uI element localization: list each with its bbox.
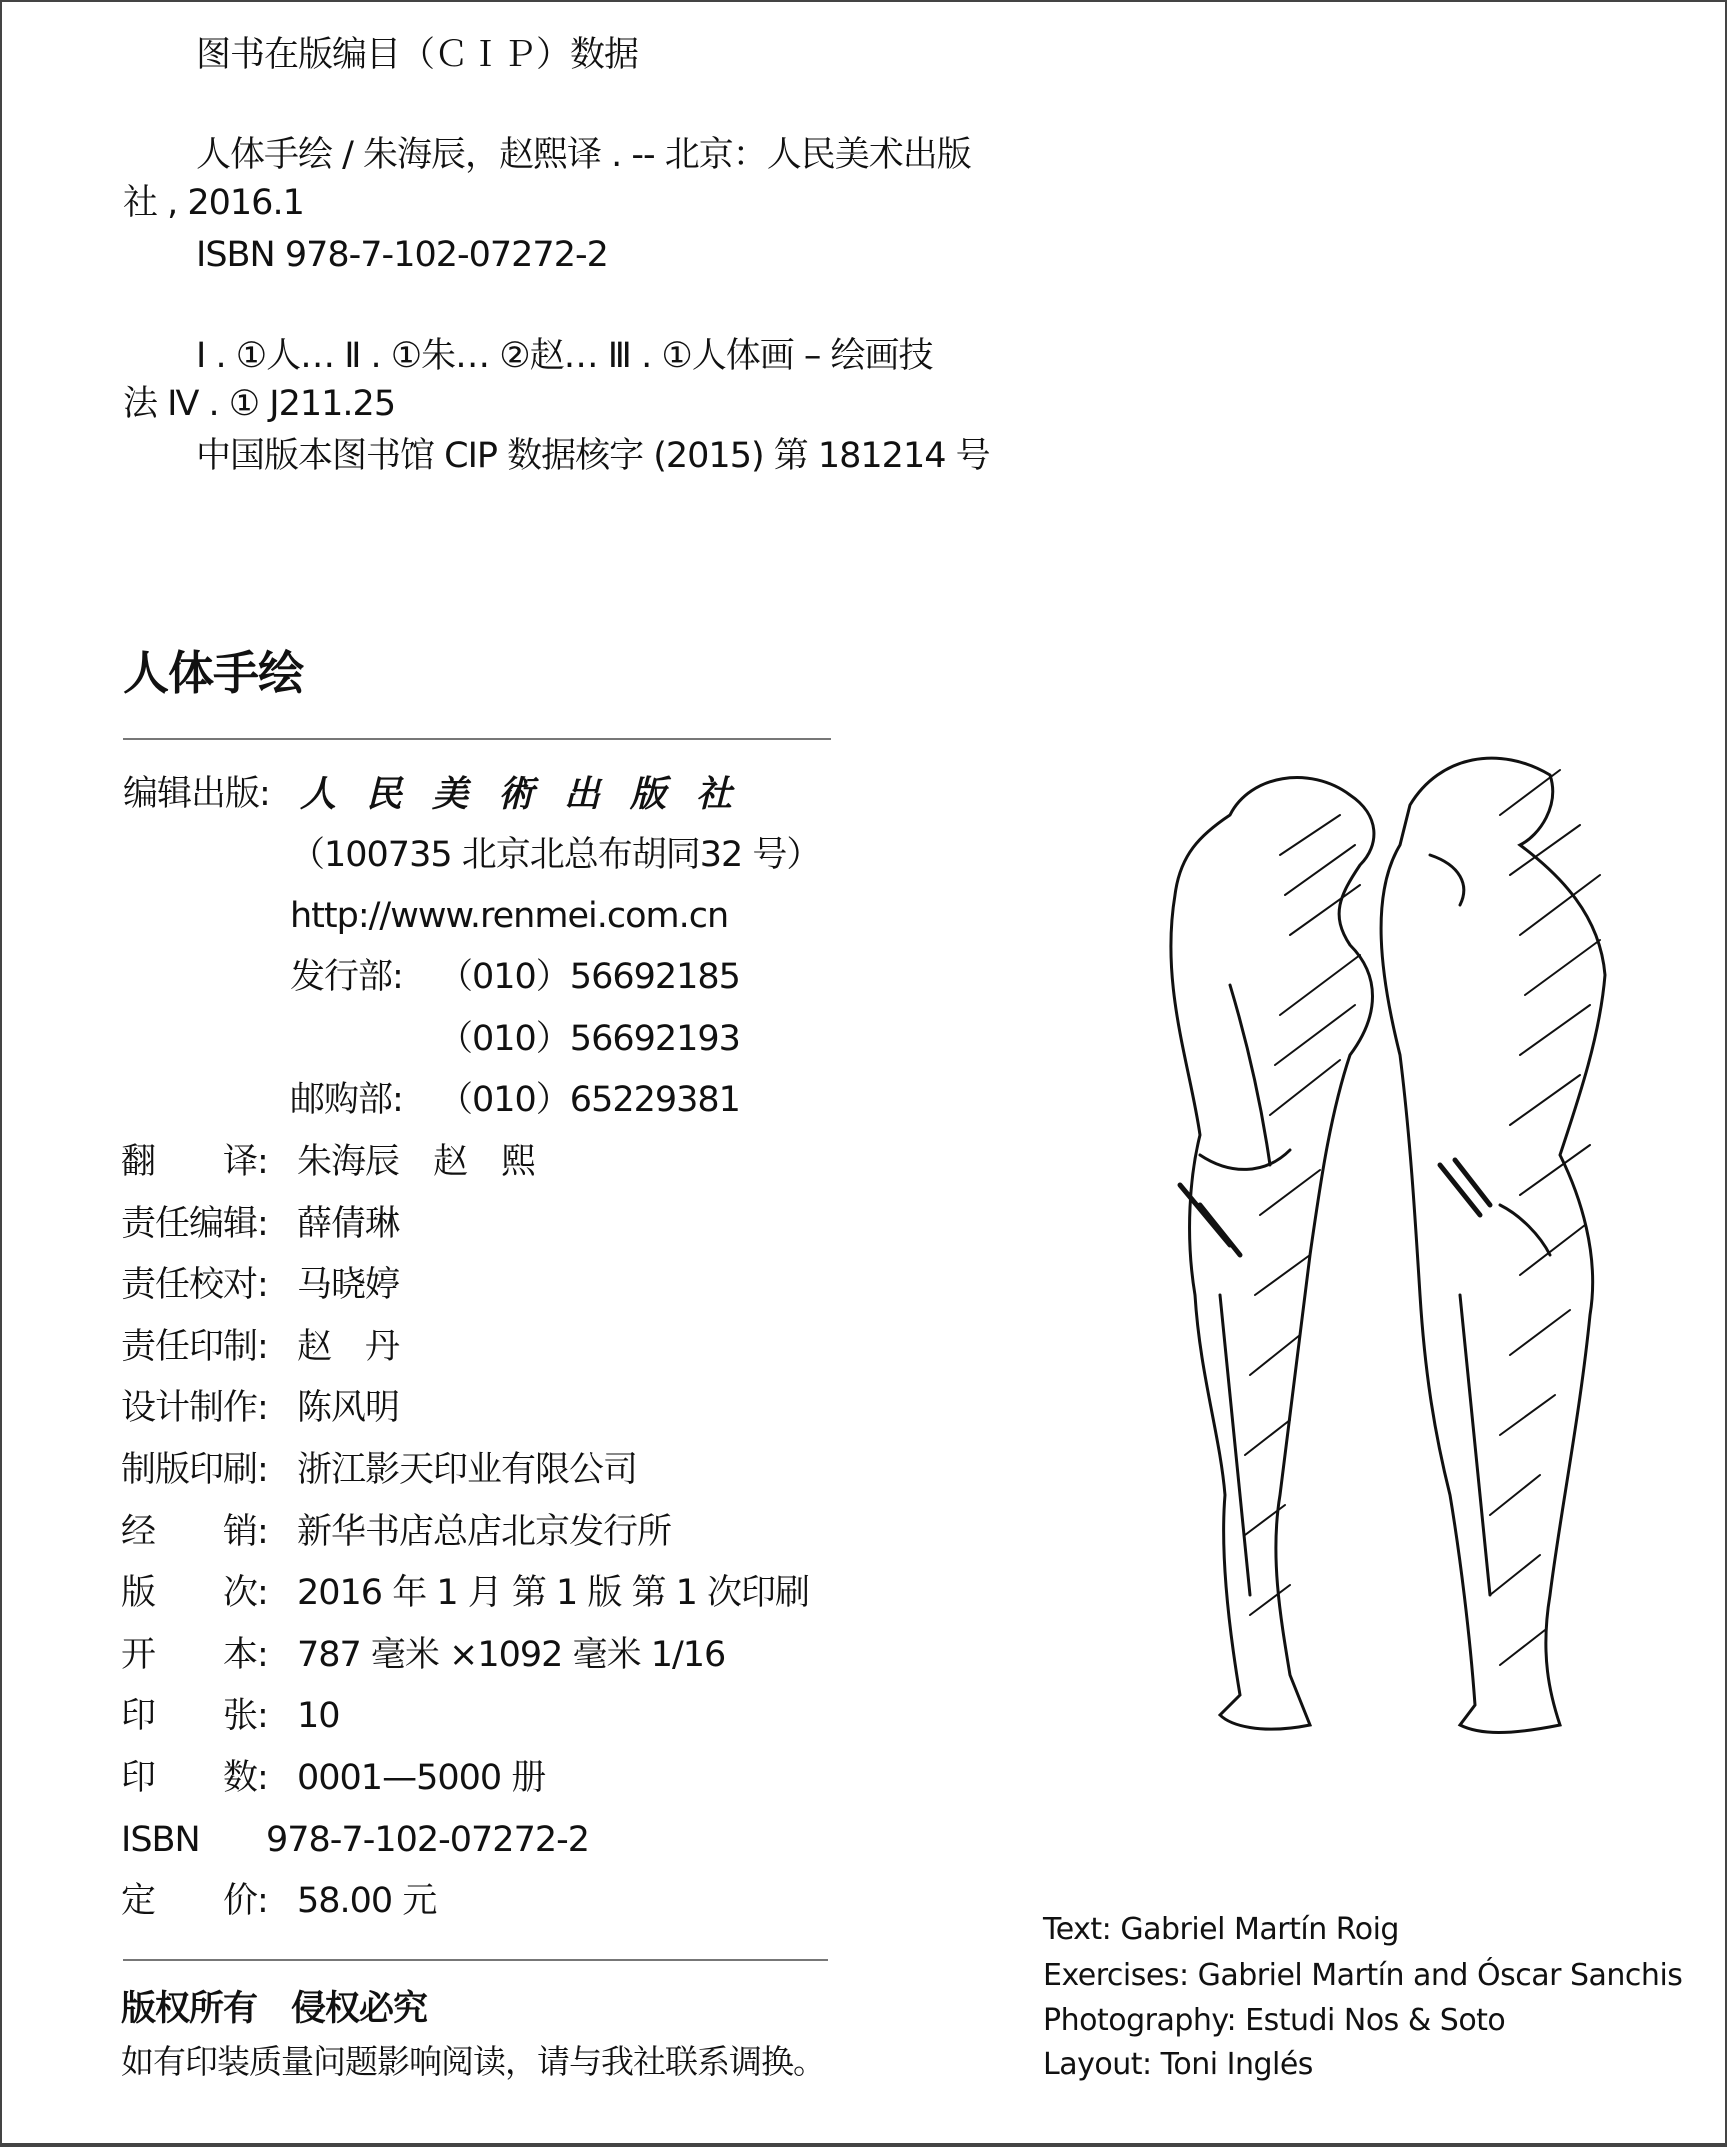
detail-value: 787 毫米 ×1092 毫米 1/16: [297, 1634, 726, 1675]
detail-value: 0001—5000 册: [297, 1758, 546, 1798]
detail-value: 2016 年 1 月 第 1 版 第 1 次印刷: [297, 1573, 810, 1614]
publisher-logo: 人民美術出版社: [300, 773, 763, 815]
dist-label: 发行部:: [290, 957, 403, 997]
cip-class2: 法 Ⅳ . ① J211.25: [123, 384, 396, 424]
detail-value: 赵 丹: [297, 1326, 400, 1367]
detail-value: 陈风明: [297, 1388, 400, 1429]
detail-label: 经 销:: [121, 1511, 268, 1552]
detail-value: 马晓婷: [297, 1265, 400, 1306]
divider-bottom: [123, 1959, 828, 1961]
detail-label: 责任印制:: [121, 1326, 268, 1367]
book-title: 人体手绘: [123, 646, 303, 700]
detail-value: 薛倩琳: [297, 1203, 400, 1244]
detail-label: 责任编辑:: [121, 1203, 268, 1244]
detail-value: 朱海辰 赵 熙: [297, 1142, 536, 1182]
detail-value: 新华书店总店北京发行所: [297, 1511, 672, 1552]
detail-value: 58.00 元: [297, 1881, 437, 1922]
cip-record: 中国版本图书馆 CIP 数据核字 (2015) 第 181214 号: [196, 436, 990, 476]
copyright-contact: 如有印装质量问题影响阅读，请与我社联系调换。: [121, 2042, 825, 2081]
credit-exercises: Exercises: Gabriel Martín and Óscar Sanchis: [1043, 1958, 1683, 1993]
credit-layout: Layout: Toni Inglés: [1043, 2047, 1313, 2082]
detail-label: 印 张:: [121, 1696, 268, 1737]
cip-isbn: ISBN 978-7-102-07272-2: [196, 235, 608, 275]
cip-heading: 图书在版编目（ＣＩＰ）数据: [196, 35, 639, 75]
detail-value: 978-7-102-07272-2: [266, 1819, 590, 1860]
dist-phone-1: （010）56692185: [438, 957, 740, 997]
dist-phone-2: （010）56692193: [438, 1019, 740, 1059]
detail-label: 设计制作:: [121, 1388, 268, 1429]
credit-photography: Photography: Estudi Nos & Soto: [1043, 2003, 1506, 2038]
detail-value: 10: [297, 1696, 340, 1737]
publisher-address: （100735 北京北总布胡同32 号）: [290, 835, 821, 875]
detail-value: 浙江影天印业有限公司: [297, 1450, 638, 1490]
publisher-url[interactable]: http://www.renmei.com.cn: [290, 896, 729, 936]
cip-class1: Ⅰ . ①人… Ⅱ . ①朱… ②赵… Ⅲ . ①人体画 – 绘画技: [196, 336, 933, 376]
cip-line1: 人体手绘 / 朱海辰，赵熙译 . -- 北京：人民美术出版: [196, 135, 971, 175]
detail-label: 责任校对:: [121, 1265, 268, 1306]
detail-label: 定 价:: [121, 1881, 268, 1922]
copyright-notice: 版权所有 侵权必究: [121, 1989, 428, 2029]
cip-line2: 社 , 2016.1: [123, 183, 304, 223]
publisher-label: 编辑出版:: [123, 774, 270, 814]
figure-sketch-illustration: [1080, 735, 1680, 1815]
detail-label: 开 本:: [121, 1634, 268, 1675]
detail-label: 制版印刷:: [121, 1450, 268, 1490]
detail-label: 版 次:: [121, 1573, 268, 1614]
credit-text: Text: Gabriel Martín Roig: [1043, 1912, 1399, 1947]
divider-top: [123, 738, 831, 740]
figure-left: [1171, 778, 1374, 1730]
detail-label: 印 数:: [121, 1758, 268, 1798]
mail-phone: （010）65229381: [438, 1080, 740, 1120]
detail-label: 翻 译:: [121, 1142, 268, 1182]
figure-right: [1381, 758, 1605, 1732]
mail-label: 邮购部:: [290, 1080, 403, 1120]
detail-label: ISBN: [121, 1819, 200, 1860]
